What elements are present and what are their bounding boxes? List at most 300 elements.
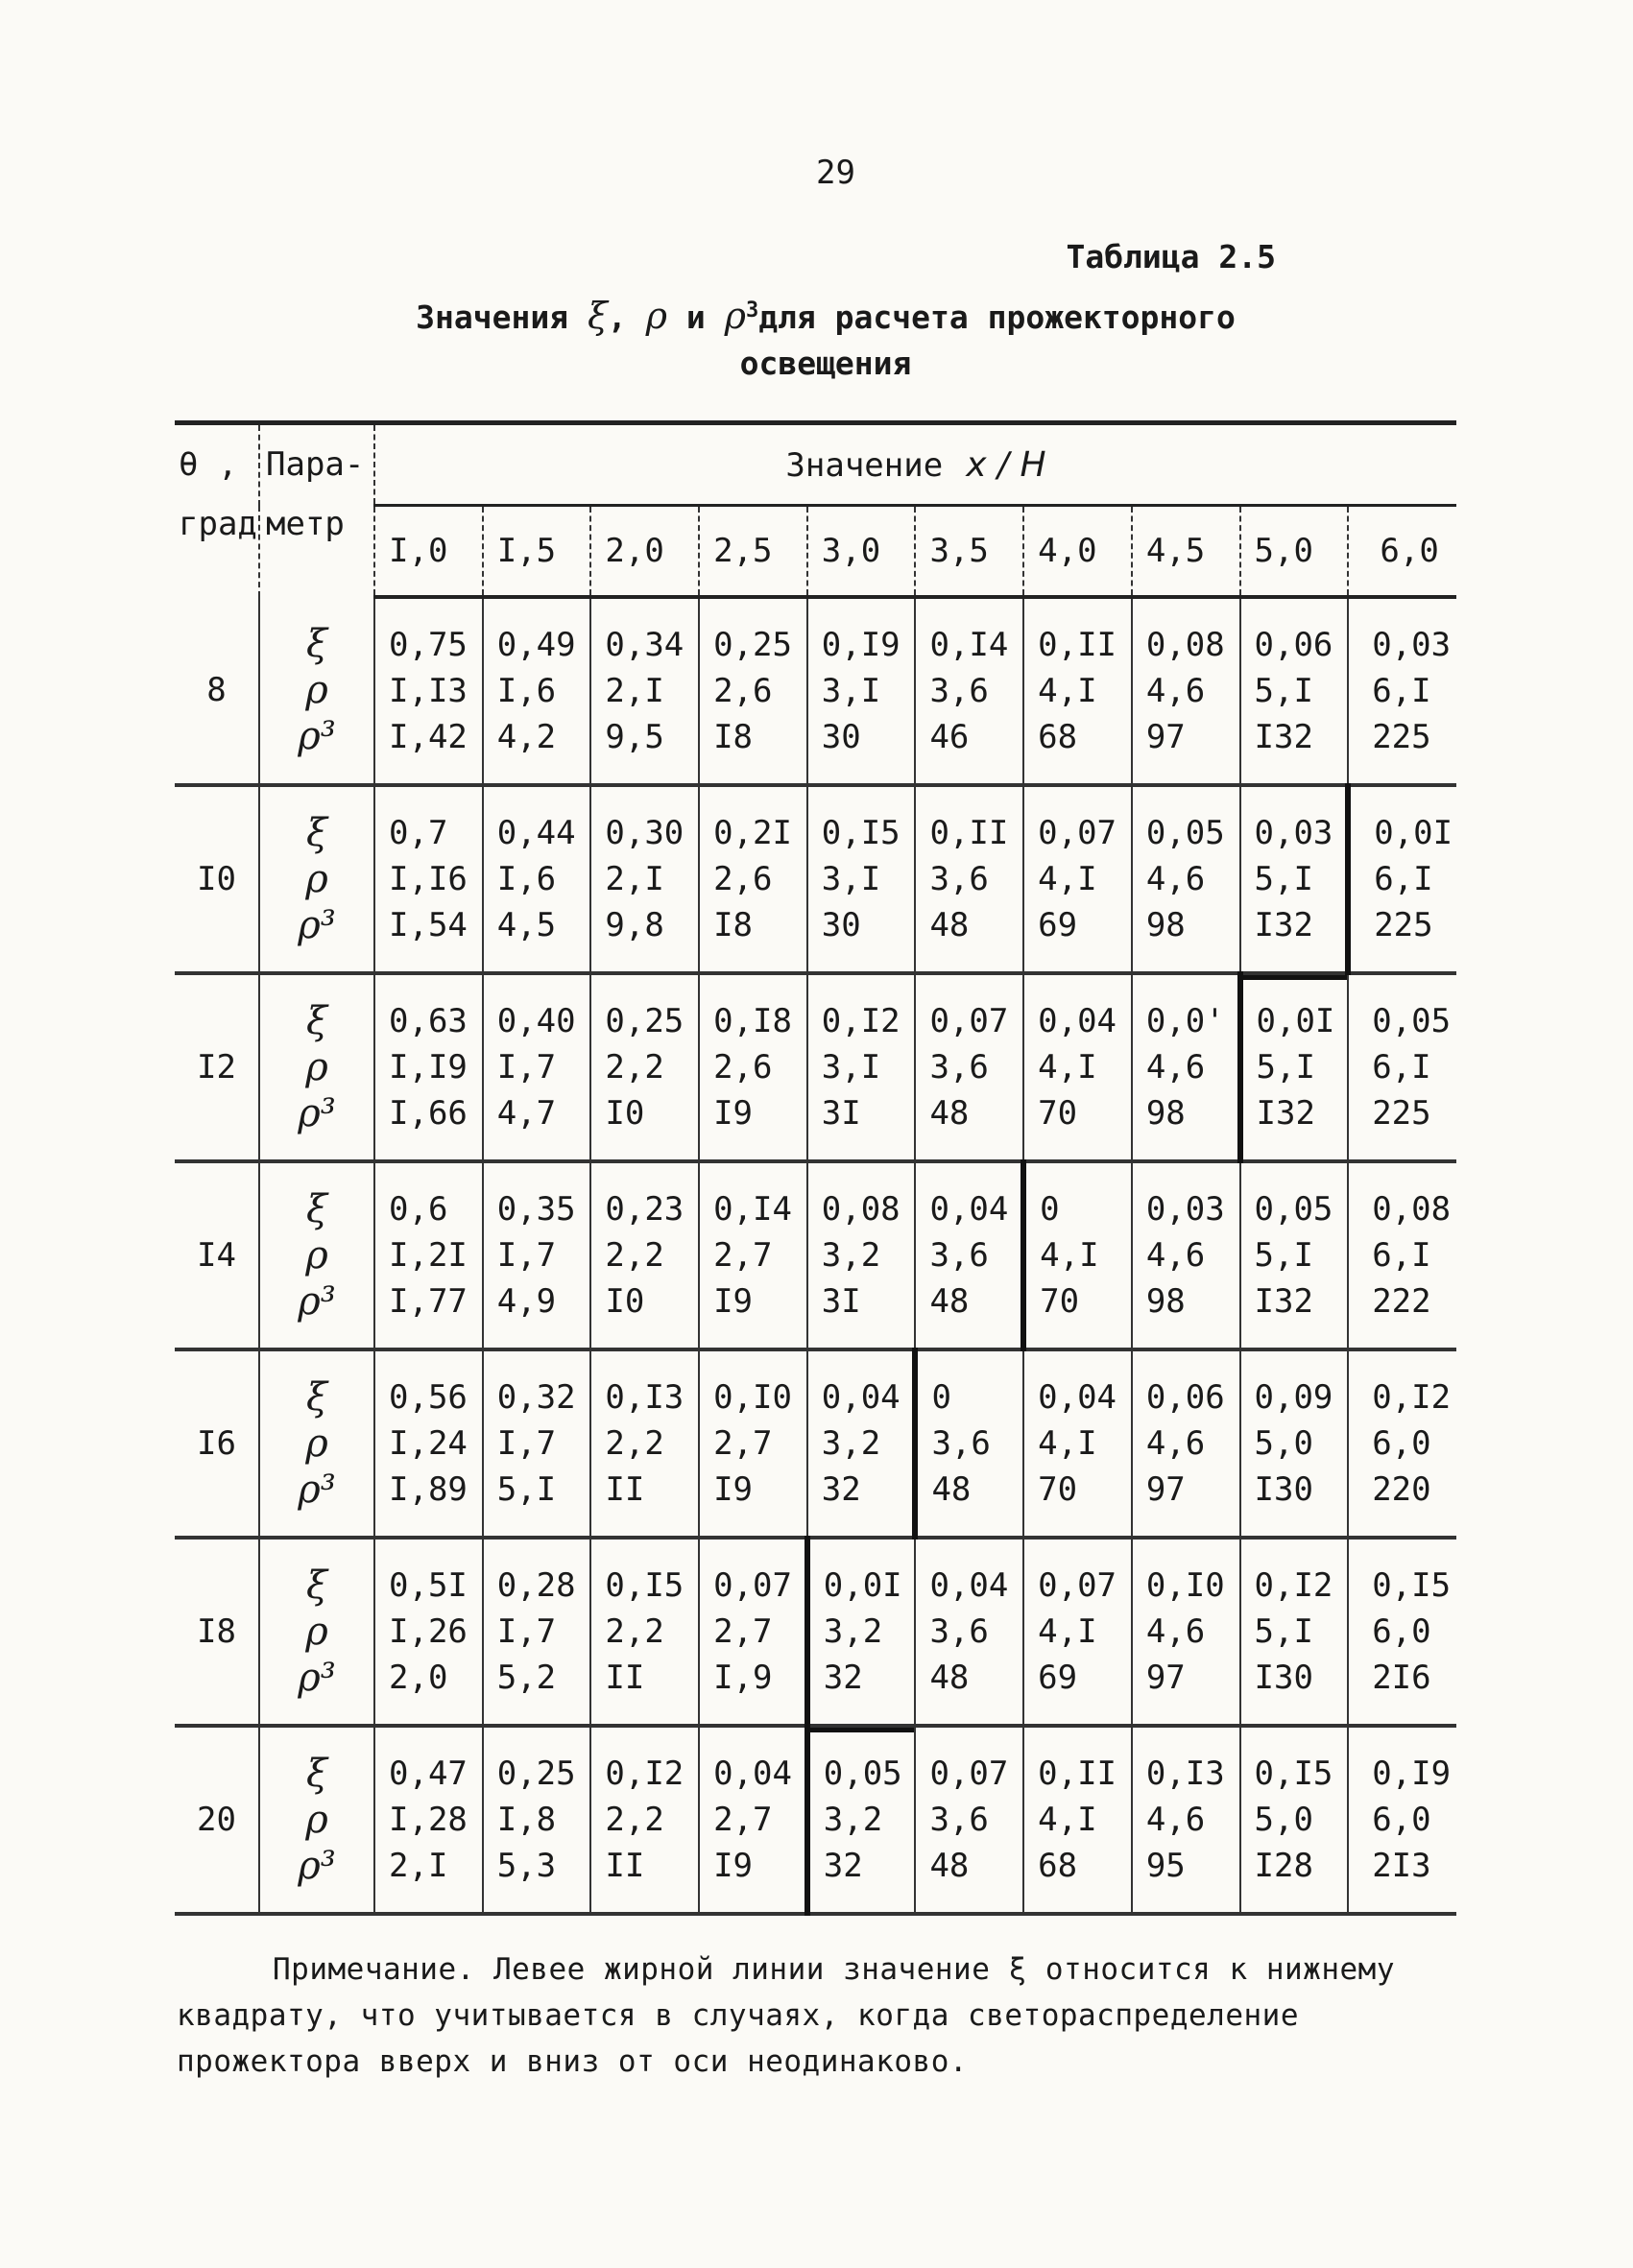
value-xi: 0,04 (713, 1755, 792, 1793)
row-theta: 8 (175, 597, 259, 785)
row-params (259, 1349, 374, 1538)
value-rho3: 220 (1372, 1470, 1431, 1509)
caption-and: и (685, 298, 706, 336)
value-rho: 4,6 (1145, 1236, 1206, 1275)
value-rho: 3,2 (821, 1236, 881, 1275)
value-cell (915, 1538, 1023, 1726)
value-xi: 0,30 (605, 814, 684, 852)
value-rho: I,I6 (389, 860, 468, 898)
param-symbol: ξ (305, 1375, 328, 1420)
value-rho: 4,I (1038, 672, 1097, 710)
value-xi: 0,07 (1038, 1566, 1117, 1605)
value-rho3: 97 (1145, 1659, 1186, 1697)
value-cell (590, 1726, 699, 1914)
value-xi: 0,05 (1145, 814, 1225, 852)
value-rho3: 5,I (496, 1470, 557, 1509)
param-symbol: ξ (305, 811, 328, 855)
row-theta: I8 (175, 1538, 259, 1726)
value-xi: 0,II (1038, 1755, 1117, 1793)
value-cell (483, 1726, 591, 1914)
value-rho: 2,2 (605, 1612, 664, 1651)
value-xi: 0,08 (1145, 626, 1225, 664)
value-cell (590, 597, 699, 785)
value-cell (1348, 973, 1456, 1161)
value-xi: 0,35 (496, 1190, 576, 1229)
value-rho3: 4,5 (496, 906, 557, 944)
value-cell (374, 1161, 483, 1349)
caption-symbol-rho: ρ (645, 295, 667, 337)
value-xi: 0,47 (389, 1755, 468, 1793)
value-xi: 0,0I (823, 1566, 902, 1605)
value-xi: 0,0I (1256, 1002, 1335, 1040)
value-rho3: 2,0 (389, 1659, 448, 1697)
param-symbol: ρ³ (298, 714, 336, 758)
param-symbol: ρ³ (298, 1656, 336, 1700)
value-rho: 3,6 (929, 860, 989, 898)
value-rho3: I0 (605, 1094, 645, 1133)
value-rho: 2,6 (713, 860, 773, 898)
header-x-value: 5,0 (1240, 506, 1349, 598)
value-cell (1132, 1726, 1240, 1914)
value-rho3: 69 (1038, 906, 1078, 944)
value-rho3: I,42 (389, 718, 468, 756)
value-xi: 0,0I (1374, 814, 1453, 852)
value-cell (374, 973, 483, 1161)
value-xi: 0,32 (496, 1378, 576, 1417)
value-xi: 0,2I (713, 814, 792, 852)
value-xi: 0,03 (1254, 814, 1333, 852)
header-group-unit: x / H (966, 444, 1046, 485)
value-rho: I,6 (496, 672, 557, 710)
value-rho: I,I3 (389, 672, 468, 710)
table-row (175, 597, 1456, 785)
value-rho3: I32 (1254, 718, 1313, 756)
value-rho3: 97 (1145, 718, 1186, 756)
value-rho3: 98 (1145, 1282, 1186, 1321)
value-xi: 0,I0 (713, 1378, 792, 1417)
value-rho3: I32 (1256, 1094, 1315, 1133)
value-xi: 0,I9 (1372, 1755, 1452, 1793)
value-cell (1240, 1538, 1349, 1726)
value-rho: 5,I (1256, 1048, 1315, 1086)
value-xi: 0,I0 (1145, 1566, 1225, 1605)
value-cell (1348, 1726, 1456, 1914)
value-xi: 0 (1040, 1190, 1060, 1229)
value-xi: 0,I3 (1145, 1755, 1225, 1793)
value-xi: 0,09 (1254, 1378, 1333, 1417)
value-cell (699, 785, 807, 973)
value-rho3: I32 (1254, 1282, 1313, 1321)
value-rho3: 69 (1038, 1659, 1078, 1697)
value-rho: 2,2 (605, 1424, 664, 1463)
value-rho3: II (605, 1470, 645, 1509)
caption-symbol-xi: ξ (587, 295, 608, 337)
value-xi: 0,04 (929, 1190, 1009, 1229)
value-rho3: 97 (1145, 1470, 1186, 1509)
value-cell (374, 597, 483, 785)
value-cell (1240, 1161, 1349, 1349)
value-cell (590, 973, 699, 1161)
value-xi: 0,05 (823, 1755, 902, 1793)
value-rho: 4,6 (1145, 860, 1206, 898)
value-rho: 3,I (821, 672, 881, 710)
value-rho: 4,I (1038, 1048, 1097, 1086)
value-rho: 6,I (1372, 672, 1431, 710)
value-cell (1348, 1349, 1456, 1538)
table-row (175, 785, 1456, 973)
value-rho3: I,89 (389, 1470, 468, 1509)
param-symbol: ρ (305, 1610, 328, 1654)
header-x-value: 4,5 (1132, 506, 1240, 598)
value-rho3: 32 (823, 1659, 863, 1697)
value-rho3: 30 (821, 718, 861, 756)
value-rho3: 30 (821, 906, 861, 944)
value-xi: 0,04 (821, 1378, 901, 1417)
row-params (259, 1538, 374, 1726)
table-row (175, 973, 1456, 1161)
value-cell (915, 973, 1023, 1161)
header-x-value: I,5 (483, 506, 591, 598)
header-param-line1: Пара- (266, 445, 365, 484)
value-cell (915, 597, 1023, 785)
value-rho: I,7 (496, 1048, 557, 1086)
value-rho3: 48 (931, 1470, 972, 1509)
value-rho: 3,6 (931, 1424, 991, 1463)
header-x-value: 2,5 (699, 506, 807, 598)
row-theta: I4 (175, 1161, 259, 1349)
value-rho: I,2I (389, 1236, 468, 1275)
value-rho3: I32 (1254, 906, 1313, 944)
value-xi: 0,I4 (713, 1190, 792, 1229)
value-cell (1240, 1726, 1349, 1914)
table-row (175, 1161, 1456, 1349)
value-rho3: 2I6 (1372, 1659, 1431, 1697)
value-rho: 3,6 (929, 1236, 989, 1275)
value-rho3: 98 (1145, 1094, 1186, 1133)
value-cell (807, 1538, 916, 1726)
value-rho: 2,I (605, 860, 664, 898)
value-rho: I,6 (496, 860, 557, 898)
table-note: Примечание. Левее жирной линии значение ξ относится к нижнему квадрату, что учитывается в случаях, когда светораспределение прожектора вверх и вниз от оси неодинаково. (177, 1952, 1395, 2079)
value-rho: I,8 (496, 1801, 557, 1839)
value-rho3: I,54 (389, 906, 468, 944)
param-symbol: ρ³ (298, 1091, 336, 1135)
value-rho3: 222 (1372, 1282, 1431, 1321)
value-cell (483, 1349, 591, 1538)
row-theta: I6 (175, 1349, 259, 1538)
value-cell (1348, 1538, 1456, 1726)
param-symbol: ρ³ (298, 1468, 336, 1512)
param-symbol: ξ (305, 1752, 328, 1796)
value-rho: 3,2 (823, 1801, 883, 1839)
value-xi: 0,07 (929, 1755, 1009, 1793)
caption-prefix: Значения (416, 298, 569, 336)
value-cell (1240, 597, 1349, 785)
value-xi: 0,06 (1145, 1378, 1225, 1417)
value-xi: 0,23 (605, 1190, 684, 1229)
value-rho3: 70 (1038, 1470, 1078, 1509)
value-rho: 4,6 (1145, 1612, 1206, 1651)
value-rho3: 48 (929, 906, 970, 944)
value-rho3: 3I (821, 1282, 861, 1321)
row-params (259, 1726, 374, 1914)
table-label: Таблица 2.5 (1066, 238, 1276, 275)
value-cell (483, 785, 591, 973)
value-rho: 4,6 (1145, 1424, 1206, 1463)
value-rho3: I9 (713, 1847, 754, 1885)
value-rho: 4,I (1040, 1236, 1099, 1275)
header-x-value: 3,5 (915, 506, 1023, 598)
value-cell (483, 597, 591, 785)
value-cell (1240, 973, 1349, 1161)
value-rho: 2,6 (713, 1048, 773, 1086)
value-cell (590, 1538, 699, 1726)
value-cell (1023, 1161, 1132, 1349)
value-cell (1023, 973, 1132, 1161)
page-number: 29 (816, 154, 855, 192)
value-xi: 0,04 (1038, 1378, 1117, 1417)
value-rho3: I0 (605, 1282, 645, 1321)
value-rho: I,24 (389, 1424, 468, 1463)
value-rho: 2,I (605, 672, 664, 710)
value-rho3: 4,9 (496, 1282, 557, 1321)
value-xi: 0,I4 (929, 626, 1009, 664)
data-table-container (175, 420, 1456, 1916)
table-row (175, 1538, 1456, 1726)
value-rho: 3,I (821, 1048, 881, 1086)
value-rho3: I8 (713, 718, 754, 756)
value-xi: 0,49 (496, 626, 576, 664)
value-rho3: 48 (929, 1659, 970, 1697)
header-group-label: Значение (785, 445, 944, 485)
value-xi: 0,04 (929, 1566, 1009, 1605)
value-cell (1132, 973, 1240, 1161)
value-rho: 5,I (1254, 1612, 1313, 1651)
value-cell (915, 1161, 1023, 1349)
value-xi: 0,I5 (1372, 1566, 1452, 1605)
value-rho: 3,6 (929, 1612, 989, 1651)
param-symbol: ξ (305, 999, 328, 1043)
value-rho3: 225 (1374, 906, 1433, 944)
value-xi: 0,56 (389, 1378, 468, 1417)
value-xi: 0,08 (1372, 1190, 1452, 1229)
value-cell (590, 1349, 699, 1538)
param-symbol: ρ³ (298, 1844, 336, 1888)
value-rho3: I9 (713, 1282, 754, 1321)
value-xi: 0,5I (389, 1566, 468, 1605)
value-cell (1023, 1538, 1132, 1726)
value-cell (1132, 1538, 1240, 1726)
value-cell (374, 785, 483, 973)
value-cell (1132, 1349, 1240, 1538)
header-theta-symbol: θ , (179, 445, 238, 484)
header-group (374, 423, 1456, 506)
value-xi: 0,03 (1145, 1190, 1225, 1229)
value-rho3: I30 (1254, 1470, 1313, 1509)
header-theta (175, 423, 259, 598)
value-rho3: 48 (929, 1282, 970, 1321)
param-symbol: ρ (305, 1798, 328, 1842)
value-rho3: I30 (1254, 1659, 1313, 1697)
value-rho: I,7 (496, 1236, 557, 1275)
value-rho: I,7 (496, 1424, 557, 1463)
value-cell (699, 1538, 807, 1726)
row-theta: 20 (175, 1726, 259, 1914)
param-symbol: ξ (305, 1187, 328, 1231)
value-rho: 5,I (1254, 860, 1313, 898)
value-rho3: 4,7 (496, 1094, 557, 1133)
value-rho: 4,6 (1145, 1048, 1206, 1086)
value-xi: 0,44 (496, 814, 576, 852)
value-rho3: 4,2 (496, 718, 557, 756)
caption-comma: , (607, 298, 627, 336)
value-xi: 0,I3 (605, 1378, 684, 1417)
value-rho3: II (605, 1847, 645, 1885)
value-cell (590, 1161, 699, 1349)
value-rho: 3,6 (929, 672, 989, 710)
value-rho3: 68 (1038, 1847, 1078, 1885)
value-cell (807, 973, 916, 1161)
value-rho3: 68 (1038, 718, 1078, 756)
value-xi: 0,I5 (605, 1566, 684, 1605)
value-rho3: I9 (713, 1470, 754, 1509)
value-rho3: 46 (929, 718, 970, 756)
value-rho: 5,0 (1254, 1424, 1313, 1463)
value-rho: 2,7 (713, 1236, 773, 1275)
value-rho: 3,2 (823, 1612, 883, 1651)
value-cell (374, 1538, 483, 1726)
value-rho3: 70 (1040, 1282, 1080, 1321)
value-rho: 2,2 (605, 1801, 664, 1839)
header-x-value: 2,0 (590, 506, 699, 598)
value-rho3: I,9 (713, 1659, 773, 1697)
row-params (259, 785, 374, 973)
value-xi: 0,I5 (821, 814, 901, 852)
value-rho: 4,I (1038, 1424, 1097, 1463)
value-xi: 0,05 (1372, 1002, 1452, 1040)
value-rho: 2,7 (713, 1801, 773, 1839)
value-xi: 0,08 (821, 1190, 901, 1229)
value-cell (1348, 1161, 1456, 1349)
param-symbol: ρ (305, 1421, 328, 1466)
value-cell (1240, 785, 1349, 973)
value-xi: 0,I5 (1254, 1755, 1333, 1793)
value-rho3: 5,2 (496, 1659, 557, 1697)
value-xi: 0,I2 (1254, 1566, 1333, 1605)
caption-suffix: для расчета прожекторного (758, 298, 1236, 336)
value-cell (915, 1726, 1023, 1914)
data-table (175, 420, 1456, 1916)
param-symbol: ρ³ (298, 1279, 336, 1324)
value-xi: 0,07 (1038, 814, 1117, 852)
value-rho: 6,I (1372, 1236, 1431, 1275)
row-theta: I0 (175, 785, 259, 973)
value-cell (483, 1538, 591, 1726)
value-xi: 0,07 (929, 1002, 1009, 1040)
value-rho: 4,6 (1145, 672, 1206, 710)
value-cell (807, 1349, 916, 1538)
value-xi: 0,II (1038, 626, 1117, 664)
value-xi: 0,I9 (821, 626, 901, 664)
header-param-line2: метр (266, 505, 345, 543)
value-rho3: 225 (1372, 718, 1431, 756)
value-cell (1348, 785, 1456, 973)
value-cell (1132, 597, 1240, 785)
value-rho3: 9,8 (605, 906, 664, 944)
param-symbol: ρ (305, 1233, 328, 1277)
param-symbol: ρ (305, 1045, 328, 1089)
value-rho3: 95 (1145, 1847, 1186, 1885)
value-cell (807, 785, 916, 973)
value-rho3: 2I3 (1372, 1847, 1431, 1885)
value-xi: 0,7 (389, 814, 448, 852)
value-cell (1023, 1726, 1132, 1914)
value-xi: 0,05 (1254, 1190, 1333, 1229)
value-rho3: I,77 (389, 1282, 468, 1321)
value-cell (1348, 597, 1456, 785)
value-rho3: 98 (1145, 906, 1186, 944)
param-symbol: ξ (305, 1564, 328, 1608)
value-xi: 0,I2 (605, 1755, 684, 1793)
value-rho3: 9,5 (605, 718, 664, 756)
param-symbol: ρ (305, 668, 328, 712)
caption-superscript-3: 3 (745, 298, 759, 322)
value-rho: 6,I (1372, 1048, 1431, 1086)
table-caption (346, 288, 1306, 387)
value-cell (1240, 1349, 1349, 1538)
table-row (175, 1349, 1456, 1538)
value-rho3: I8 (713, 906, 754, 944)
value-xi: 0 (931, 1378, 951, 1417)
value-xi: 0,25 (713, 626, 792, 664)
value-xi: 0,04 (1038, 1002, 1117, 1040)
value-rho: 3,6 (929, 1801, 989, 1839)
value-rho3: 225 (1372, 1094, 1431, 1133)
value-rho: 4,6 (1145, 1801, 1206, 1839)
value-cell (807, 597, 916, 785)
param-symbol: ρ³ (298, 903, 336, 947)
value-rho: 6,0 (1372, 1801, 1431, 1839)
value-xi: 0,0' (1145, 1002, 1225, 1040)
value-rho: I,26 (389, 1612, 468, 1651)
value-cell (374, 1349, 483, 1538)
value-xi: 0,25 (496, 1755, 576, 1793)
row-theta: I2 (175, 973, 259, 1161)
value-cell (590, 785, 699, 973)
value-xi: 0,25 (605, 1002, 684, 1040)
value-rho: 2,2 (605, 1236, 664, 1275)
value-rho: 2,6 (713, 672, 773, 710)
value-cell (699, 1349, 807, 1538)
table-row (175, 1726, 1456, 1914)
value-rho3: 2,I (389, 1847, 448, 1885)
value-cell (915, 785, 1023, 973)
value-xi: 0,63 (389, 1002, 468, 1040)
row-params (259, 973, 374, 1161)
value-xi: 0,07 (713, 1566, 792, 1605)
value-cell (699, 1726, 807, 1914)
value-rho3: I28 (1254, 1847, 1313, 1885)
value-rho: 3,6 (929, 1048, 989, 1086)
header-x-value: I,0 (374, 506, 483, 598)
value-xi: 0,28 (496, 1566, 576, 1605)
value-xi: 0,34 (605, 626, 684, 664)
value-xi: 0,03 (1372, 626, 1452, 664)
value-rho: 4,I (1038, 860, 1097, 898)
value-rho3: 70 (1038, 1094, 1078, 1133)
row-params (259, 1161, 374, 1349)
header-theta-unit: град (179, 505, 257, 543)
